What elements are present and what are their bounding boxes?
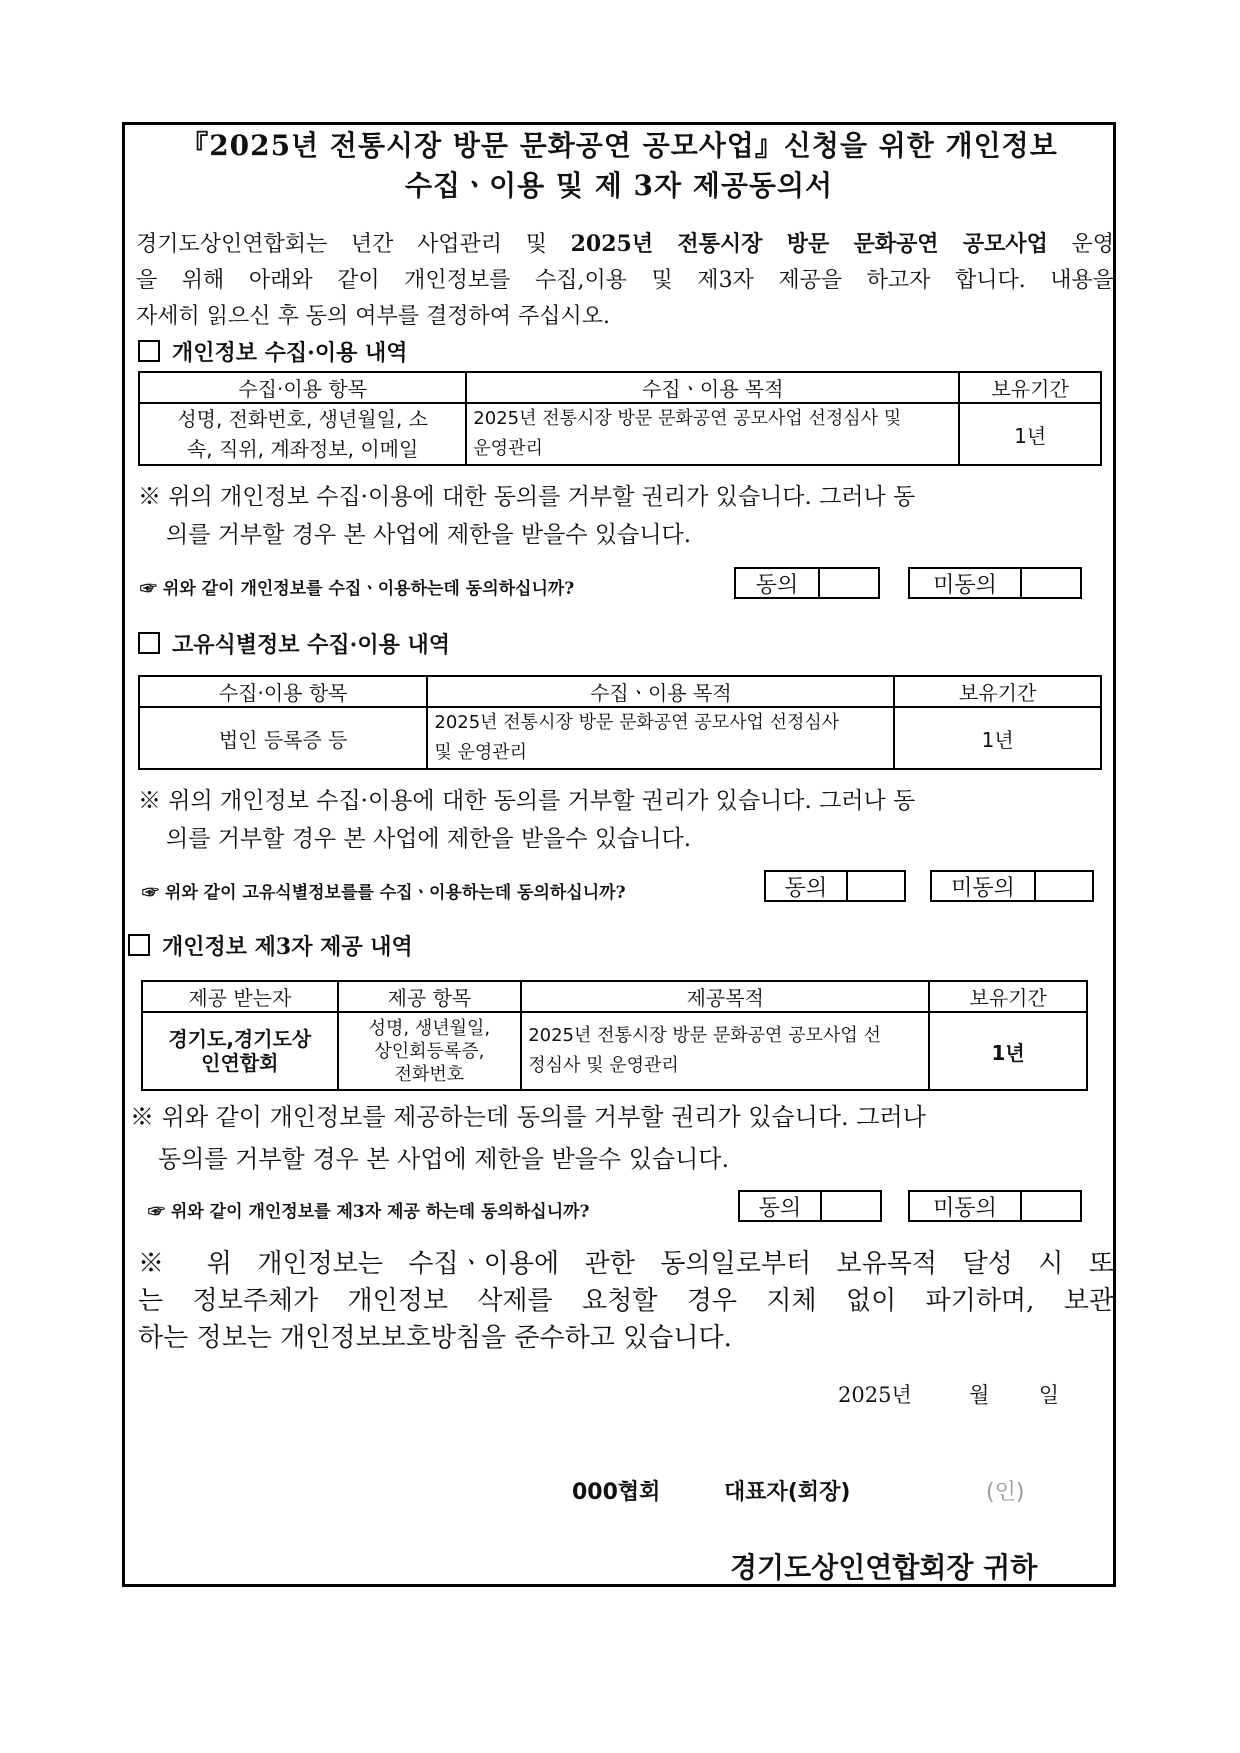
seal-mark: (인) bbox=[986, 1480, 1025, 1505]
disagree-label: 미동의 bbox=[910, 569, 1022, 597]
disagree-checkbox[interactable] bbox=[1022, 569, 1080, 597]
intro-line-2: 을 위해 아래와 같이 개인정보를 수집,이용 및 제3자 제공을 하고자 합니다. 내용을 bbox=[136, 268, 1114, 293]
association-name: 000협회 bbox=[572, 1480, 661, 1505]
section2-agree-option[interactable] bbox=[764, 870, 906, 902]
table-header-row bbox=[139, 372, 1101, 403]
section3-note: ※ 위와 같이 개인정보를 제공하는데 동의를 거부할 권리가 있습니다. 그러나 동의를 거부할 경우 본 사업에 제한을 받을수 있습니다. bbox=[130, 1103, 926, 1173]
header-items: 제공 항목 bbox=[338, 981, 522, 1012]
section1-heading: 개인정보 수집·이용 내역 bbox=[138, 336, 408, 367]
cell-period: 1년 bbox=[929, 1012, 1087, 1090]
header-items: 수집·이용 항목 bbox=[139, 372, 466, 403]
date-day: 일 bbox=[1038, 1383, 1060, 1407]
date-line bbox=[838, 1379, 1059, 1409]
section3-agree-option[interactable] bbox=[738, 1190, 882, 1222]
final-note: ※ 위 개인정보는 수집ㆍ이용에 관한 동의일로부터 보유목적 달성 시 또 는 정보주체가 개인정보 삭제를 요청할 경우 지체 없이 파기하며, 보관 하는 정보는 개인정보보호방침을 준수하고 있습니다. bbox=[138, 1249, 1114, 1353]
cell-purpose: 2025년 전통시장 방문 문화공연 공모사업 선정심사 및 운영관리 bbox=[466, 403, 959, 465]
agree-label: 동의 bbox=[740, 1192, 822, 1220]
date-month: 월 bbox=[969, 1383, 990, 1407]
cell-recipient: 경기도,경기도상 인연합회 bbox=[142, 1012, 338, 1090]
disagree-label: 미동의 bbox=[932, 872, 1036, 900]
table-row bbox=[139, 707, 1101, 769]
cell-purpose: 2025년 전통시장 방문 문화공연 공모사업 선정심사 및 운영관리 bbox=[427, 707, 894, 769]
checkbox-icon bbox=[138, 340, 160, 362]
disagree-label: 미동의 bbox=[910, 1192, 1022, 1220]
section1-agree-option[interactable] bbox=[734, 567, 880, 599]
intro-line-1: 경기도상인연합회는 년간 사업관리 및 2025년 전통시장 방문 문화공연 공모사업 운영 bbox=[136, 231, 1115, 257]
section1-question: ☞ 위와 같이 개인정보를 수집ㆍ이용하는데 동의하십니까? bbox=[140, 579, 575, 599]
disagree-checkbox[interactable] bbox=[1036, 872, 1092, 900]
document-title-line2: 수집ㆍ이용 및 제 3자 제공동의서 bbox=[404, 169, 834, 202]
cell-purpose: 2025년 전통시장 방문 문화공연 공모사업 선 정심사 및 운영관리 bbox=[521, 1012, 929, 1090]
section2-table bbox=[138, 675, 1102, 770]
representative-label: 대표자(회장) bbox=[724, 1480, 851, 1505]
section1-table bbox=[138, 371, 1102, 466]
section3-question: ☞ 위와 같이 개인정보를 제3자 제공 하는데 동의하십니까? bbox=[148, 1202, 590, 1222]
agree-checkbox[interactable] bbox=[822, 1192, 880, 1220]
agree-label: 동의 bbox=[766, 872, 848, 900]
project-name: 2025년 전통시장 방문 문화공연 공모사업 bbox=[570, 231, 1048, 257]
section2-heading: 고유식별정보 수집·이용 내역 bbox=[138, 628, 450, 659]
cell-items: 법인 등록증 등 bbox=[139, 707, 427, 769]
intro-line-3: 자세히 읽으신 후 동의 여부를 결정하여 주십시오. bbox=[136, 304, 610, 329]
header-purpose: 수집ㆍ이용 목적 bbox=[427, 676, 894, 707]
section3-disagree-option[interactable] bbox=[908, 1190, 1082, 1222]
section1-disagree-option[interactable] bbox=[908, 567, 1082, 599]
disagree-checkbox[interactable] bbox=[1022, 1192, 1080, 1220]
date-year: 2025년 bbox=[838, 1383, 912, 1407]
header-items: 수집·이용 항목 bbox=[139, 676, 427, 707]
cell-items: 성명, 생년월일, 상인회등록증, 전화번호 bbox=[338, 1012, 522, 1090]
checkbox-icon bbox=[128, 934, 150, 956]
header-period: 보유기간 bbox=[894, 676, 1101, 707]
section2-note: ※ 위의 개인정보 수집·이용에 대한 동의를 거부할 권리가 있습니다. 그러나 동 의를 거부할 경우 본 사업에 제한을 받을수 있습니다. bbox=[138, 788, 916, 852]
section3-table bbox=[141, 980, 1088, 1091]
table-header-row bbox=[142, 981, 1087, 1012]
header-recipient: 제공 받는자 bbox=[142, 981, 338, 1012]
section2-question: ☞ 위와 같이 고유식별정보를를 수집ㆍ이용하는데 동의하십니까? bbox=[142, 883, 626, 903]
header-purpose: 제공목적 bbox=[521, 981, 929, 1012]
table-row bbox=[142, 1012, 1087, 1090]
intro-paragraph bbox=[136, 226, 1114, 335]
agree-checkbox[interactable] bbox=[820, 569, 878, 597]
cell-items: 성명, 전화번호, 생년월일, 소 속, 직위, 계좌정보, 이메일 bbox=[139, 403, 466, 465]
document-title-line1: 『2025년 전통시장 방문 문화공연 공모사업』신청을 위한 개인정보 bbox=[180, 129, 1058, 162]
checkbox-icon bbox=[138, 632, 160, 654]
agree-checkbox[interactable] bbox=[848, 872, 904, 900]
agree-label: 동의 bbox=[736, 569, 820, 597]
cell-period: 1년 bbox=[959, 403, 1101, 465]
table-row bbox=[139, 403, 1101, 465]
cell-period: 1년 bbox=[894, 707, 1101, 769]
table-header-row bbox=[139, 676, 1101, 707]
header-period: 보유기간 bbox=[929, 981, 1087, 1012]
section1-note: ※ 위의 개인정보 수집·이용에 대한 동의를 거부할 권리가 있습니다. 그러나 동 의를 거부할 경우 본 사업에 제한을 받을수 있습니다. bbox=[138, 484, 916, 548]
addressee: 경기도상인연합회장 귀하 bbox=[730, 1551, 1038, 1584]
header-period: 보유기간 bbox=[959, 372, 1101, 403]
section2-disagree-option[interactable] bbox=[930, 870, 1094, 902]
header-purpose: 수집ㆍ이용 목적 bbox=[466, 372, 959, 403]
section3-heading: 개인정보 제3자 제공 내역 bbox=[128, 930, 413, 961]
